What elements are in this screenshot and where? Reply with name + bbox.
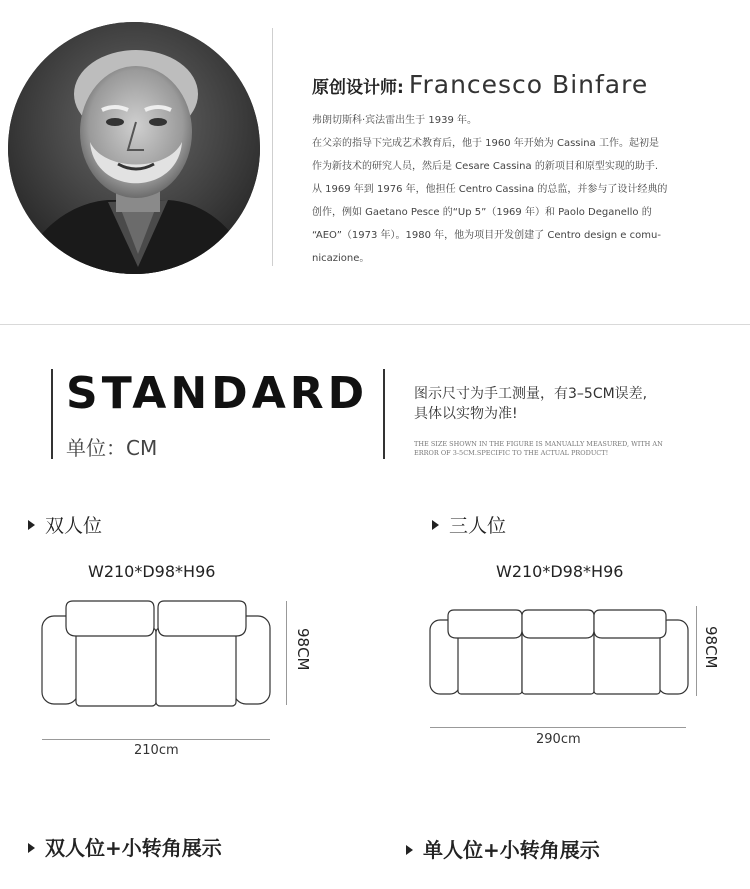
triangle-bullet-icon [406, 845, 413, 855]
sofa-two-seat-drawing [40, 598, 276, 714]
designer-heading [312, 70, 648, 99]
dimensions-three-seat: W210*D98*H96 [496, 562, 624, 581]
divider-vertical [272, 28, 273, 266]
designer-label: 原创设计师: [312, 78, 404, 98]
bio-line: 作为新技术的研究人员，然后是 Cesare Cassina 的新项目和原型实现的助手. [312, 161, 659, 172]
bio-line: 弗朗切斯科·宾法雷出生于 1939 年。 [312, 115, 477, 126]
note-line: 图示尺寸为手工测量，有3–5CM误差, [414, 386, 648, 402]
unit-label: 单位：CM [66, 436, 158, 460]
divider-vertical [51, 369, 53, 459]
triangle-bullet-icon [28, 520, 35, 530]
dimensions-two-seat: W210*D98*H96 [88, 562, 216, 581]
width-label-three-seat: 290cm [536, 732, 581, 747]
section-title: 单人位+小转角展示 [423, 838, 600, 862]
section-title: 三人位 [449, 515, 507, 537]
bio-line: 创作，例如 Gaetano Pesce 的“Up 5”（1969 年）和 Paolo Deganello 的 [312, 207, 652, 218]
section-heading-three-seat [432, 511, 506, 538]
depth-dimension-line [696, 606, 697, 696]
section-heading-single-seat-corner [406, 834, 600, 863]
designer-bio [312, 109, 722, 270]
section-title: 双人位 [45, 515, 103, 537]
measurement-note-en [414, 440, 704, 458]
designer-name: Francesco Binfare [408, 70, 649, 99]
section-divider [0, 324, 750, 325]
note-line: ERROR OF 3-5CM.SPECIFIC TO THE ACTUAL PRODUCT! [414, 449, 609, 457]
width-dimension-line [42, 739, 270, 740]
depth-label-three-seat: 98CM [702, 626, 720, 669]
standard-title: STANDARD [66, 368, 369, 419]
triangle-bullet-icon [28, 843, 35, 853]
note-line: THE SIZE SHOWN IN THE FIGURE IS MANUALLY MEASURED, WITH AN [414, 440, 663, 448]
section-title: 双人位+小转角展示 [45, 836, 222, 860]
depth-dimension-line [286, 601, 287, 705]
width-label-two-seat: 210cm [134, 743, 179, 758]
section-heading-two-seat [28, 511, 102, 538]
width-dimension-line [430, 727, 686, 728]
divider-vertical [383, 369, 385, 459]
bio-line: 在父亲的指导下完成艺术教育后，他于 1960 年开始为 Cassina 工作。起初是 [312, 138, 659, 149]
sofa-three-seat-drawing [428, 608, 690, 702]
section-heading-two-seat-corner [28, 832, 222, 861]
note-line: 具体以实物为准! [414, 406, 518, 422]
bio-line: 从 1969 年到 1976 年，他担任 Centro Cassina 的总监，并参与了设计经典的 [312, 184, 668, 195]
measurement-note-cn [414, 384, 714, 424]
bio-line: “AEO”（1973 年）。1980 年，他为项目开发创建了 Centro design e comu- [312, 230, 661, 241]
bio-line: nicazione。 [312, 253, 370, 264]
depth-label-two-seat: 98CM [294, 628, 312, 671]
designer-portrait [8, 22, 260, 274]
triangle-bullet-icon [432, 520, 439, 530]
